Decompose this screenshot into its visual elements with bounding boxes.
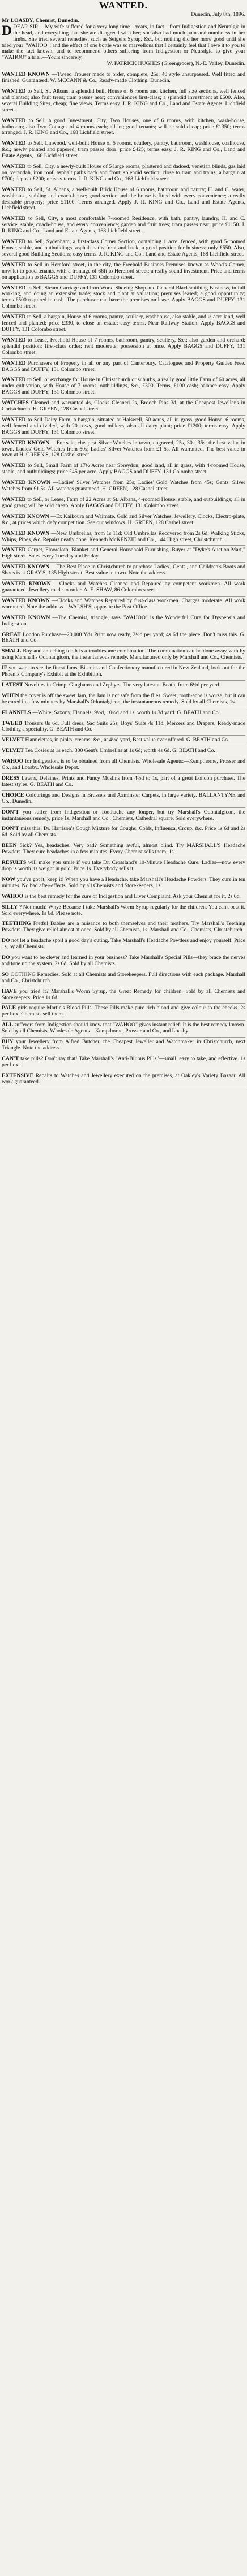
ad-lead-word: WANTED [2, 186, 26, 193]
ad-body: —The Chemist, triangle, says "WAHOO" is the Wonderful Cure for Dyspepsia and Indigestion. [2, 614, 245, 627]
ad-body: is the best remedy for the cure of Indigestion and Liver Complaint. Ask your Chemist for it. 2s 6d. [24, 893, 241, 900]
ad-body: to Sell, or exchange for House in Christchurch or suburbs, a really good little Farm of 60 acres, all under cultivation, with House of 7 rooms, outbuildings, &c., £300. Terms, £100 cash; balance easy. Apply BAGGS and DUFFY, 131 Colombo street. [2, 377, 245, 396]
letter-salutation: Mr LOASBY, Chemist, Dunedin. [2, 17, 79, 24]
ad-body: —New Umbrellas, from 1s 11d; Old Umbrellas Recovered from 2s 6d; Walking Sticks, Whips, Pipes, &c. Repairs neatly done. Kenneth McKENZIE and Co., 144 High street, Christchurch. [2, 530, 246, 543]
ad-lead-word: RESULTS [2, 859, 27, 866]
ad-lead-word: WANTED [2, 239, 26, 245]
ad-lead-word: LATEST [2, 681, 23, 688]
ad-body: miss this! Dr. Harrison's Cough Mixture for Coughs, Colds, Influenza, Croup, &c. Price 1s 6d and 2s 6d. Sold by all Chemists. [2, 825, 245, 839]
classified-ad [2, 759, 245, 774]
classified-ad [2, 581, 245, 597]
ad-body: you suffer from Indigestion or Toothache any longer, but try Marshall's Odontalgicon, the instantaneous remedy, price 1s. Marshall and Co., Chemists, Cathedral square. Sold everywhere. [2, 809, 245, 822]
ad-lead-word: WANTED [2, 261, 26, 268]
classified-ad [2, 72, 245, 87]
ad-lead-word: WANTED [2, 140, 26, 147]
ad-lead-word: WANTED [2, 88, 26, 94]
ad-body: to Lease, Freehold House of 7 rooms, bathroom, pantry, scullery, &c.; also garden and orchard; splendid position; first-class order; rent moderate; possession at once. Apply BAGGS and DUFFY, 131 Colombo street. [2, 336, 245, 356]
ad-body: Flannelettes, in pinks, creams, &c., at 4½d yard, Best value ever offered. G. BEATH and Co. [25, 737, 229, 744]
classified-ad [2, 564, 245, 580]
classified-ad [2, 710, 245, 719]
ad-body: to Sell, a bargain, House of 6 rooms, pantry, scullery, washhouse, also stable, and ½ acre land, well fenced and planted; price £330, to close an estate; easy terms. Near Railway Station. Apply BAGGS and DUFFY, 131 Colombo street. [2, 314, 245, 332]
ad-lead-word: WANTED KNOWN [2, 597, 50, 604]
ad-lead-word: WANTED [2, 314, 26, 321]
classified-ad [2, 118, 245, 140]
classified-ad [2, 682, 245, 691]
classified-ad [2, 793, 245, 808]
wahoo-testimonial-letter [2, 12, 245, 70]
classified-ad [2, 361, 245, 376]
ad-lead-word: WANTED KNOWN [2, 513, 49, 520]
ad-body: you want to be clever and learned in your business? Take Marshall's Special Pills—they brace the nerves and tone up the system. 2s 6d. Sold by all Chemists. [2, 954, 246, 967]
ad-lead-word: VELVET [2, 747, 24, 754]
ad-body: Fretful Babies are a nuisance to both themselves and their mothers. Try Marshall's Teething Powders. They give relief almost at once. Sold by all Chemists, 1s. Marshall and Co., Chemists, Christchurch. [2, 920, 246, 933]
letter-signature: W. PATRICK HUGHES (Greengrocer), N.-E. Valley, Dunedin. [107, 60, 245, 67]
ad-lead-word: FLANNELS [2, 709, 31, 716]
classified-ad [2, 955, 245, 970]
ad-body: girls require Martin's Blood Pills. These Pills make pure rich blood and give colour to the cheeks. 2s per box. Chemists sell them. [2, 1005, 245, 1018]
ad-body: —Ex Kaikoura and Waimate, Gold and Silver Watches, Jewellery, Clocks, Electro-plate, &c., at prices which defy competition. See our windows. H. GREEN, 128 Cashel street. [2, 513, 245, 526]
classified-ad [2, 1005, 245, 1021]
ad-lead-word: CAN'T [2, 1055, 19, 1062]
section-heading: WANTED. [99, 0, 148, 11]
ad-body: to Sell, St. Albans, a splendid built House of 6 rooms and kitchen, full size sections, well fenced and planted; also fruit trees; tram passes near; conveniences first-class; a splendid investment at £600. Also, several Building Sites, cheap; fine views. Terms easy. J. R. KING and Co., Land and Estate Agents, Lichfield street. [2, 88, 246, 113]
ad-lead-word: WHEN [2, 692, 19, 699]
classified-ad [2, 1056, 245, 1071]
ad-lead-word: WANTED [2, 336, 26, 343]
ad-body: sufferers from Indigestion should know that "WAHOO" gives instant relief. It is the best remedy known. Sold by all Chemists. Wholesale Agents—Kempthorne, Prosser and Co., and Loasby. [2, 1022, 246, 1035]
classified-ad [2, 440, 245, 462]
ad-body: Novelties in Crimp, Ginghams and Zephyrs. The very latest at Beath, from 6½d per yard. [24, 681, 221, 688]
classified-ad [2, 826, 245, 841]
classified-ad [2, 338, 245, 359]
ad-lead-word: WANTED [2, 547, 26, 554]
classified-ad [2, 905, 245, 920]
classified-ad [2, 843, 245, 858]
ad-lead-word: HAVE [2, 988, 17, 995]
classified-ad [2, 860, 245, 875]
classified-ad [2, 239, 245, 261]
ad-lead-word: WANTED [2, 215, 26, 222]
ad-lead-word: DO [2, 954, 10, 961]
classified-ad [2, 497, 245, 512]
classified-ad [2, 721, 245, 736]
ad-body: to Sell in Hereford street, in the city, the Freehold Business Premises known as Wood's Corner, now let to good tenants, with a frontage of 66ft to Hereford street; a really sound investment. Price and terms on application to BAGGS and DUFFY, 131 Colombo street. [2, 261, 245, 280]
ad-lead-word: WANTED [2, 416, 26, 423]
ad-body: to Sell, City, a most comfortable 7-roomed Residence, with bath, pantry, laundry, H. and C. service, stable, coach-house, and every convenience; garden and fruit trees; tram passes near; price £1150. J. R. KING and Co., Land and Estate Agents, 168 Lichfield street. [2, 215, 245, 235]
classified-ad [2, 665, 245, 681]
ad-body: Sick? Yes, headaches. Very bad? Something awful, almost blind. Try MARSHALL'S Headache Powders. They cure headaches in a few minutes. Every Chemist sells them. 1s. [2, 842, 246, 855]
letter-dateline: Dunedin, July 8th, 1896. [191, 11, 245, 18]
classified-ad [2, 737, 245, 746]
classified-ad [2, 649, 245, 664]
ad-lead-word: WANTED KNOWN [2, 479, 50, 486]
ad-lead-word: IF [2, 665, 7, 672]
ad-lead-word: BUY [2, 1039, 14, 1045]
ad-body: —White, Saxony, Flannels, 9½d, 10½d and 1s, worth 1s 3d yard. G. BEATH and Co. [32, 709, 220, 716]
ad-lead-word: WANTED KNOWN [2, 581, 51, 587]
ad-body: Carpet, Floorcloth, Blanket and General Household Furnishing. Buyer at "Dyke's Auction Mart," High street. Sales every Tuesday and Friday. [2, 547, 246, 560]
ad-body: to Sell, or Lease, Farm of 22 Acres at St. Albans, 4-roomed House, stable, and outbuildings; all in good grass; will be sold cheap. Apply BAGGS and DUFFY, 131 Colombo street. [2, 496, 246, 509]
ad-lead-word: TWEED [2, 720, 23, 727]
ad-body: to Sell, Sydenham, a first-class Corner Section, containing 1 acre, fenced, with good 5-roomed House, stable, and outbuildings; asphalt paths front and back; a good position for business; only £550. Also, several good Building Sections; easy terms. J. R. KING and Co., Land and Estate Agents, 168 Lichfield street. [2, 239, 246, 257]
ad-body: you want to see the finest Jams, Biscuits and Confectionery manufactured in New Zealand, look out for the Phoenix Company's Exhibit at the Exhibition. [2, 665, 245, 678]
ad-body: to Sell, Linwood, well-built House of 5 rooms, scullery, pantry, bathroom, washhouse, coalhouse, &c.; newly painted and papered; tram passes door; price £425; terms easy. J. R. KING and Co., Land and Estate Agents, 168 Lichfield street. [2, 140, 246, 159]
ad-lead-word: CHOICE [2, 792, 24, 798]
ad-body: Trousers 8s 6d, Full dress, Sac Suits 25s, Boys' Suits 4s 11d. Mercers and Drapers. Ready-made Clothing a speciality. G. BEATH and Co. [2, 720, 246, 733]
ad-body: —The Best Place in Christchurch to purchase Ladies', Gents', and Children's Boots and Shoes is at GRAY'S, 135 High street. Best value in town. Note the address. [2, 564, 246, 577]
ad-body: Boy and an aching tooth is a troublesome combination. The combination can be done away with by using Marshall's Odontalgicon, the instantaneous remedy. Manufactured only by Marshall and Co., Chemists. [2, 648, 246, 661]
ad-lead-word: TEETHING [2, 920, 31, 927]
classified-ad [2, 1022, 245, 1038]
ad-lead-word: WANTED [2, 117, 26, 124]
classified-ad [2, 216, 245, 237]
classified-ad [2, 514, 245, 529]
ad-body: to Sell, a good Investment, City, Two Houses, one of 6 rooms, with kitchen, wash-house, bathroom; also Two Cottages of 4 rooms each; all let; good tenants; will be sold cheap; price £1350; terms arranged. J. R. KING and Co., 168 Lichfield street. [2, 117, 245, 136]
drop-cap: D [2, 23, 12, 38]
ad-body: —Clocks and Watches Repaired by first-class workmen. Charges moderate. All work warranted. Note the address—WALSH'S, opposite the Post Office. [2, 597, 246, 610]
classified-ad [2, 748, 245, 757]
ad-lead-word: VELVET [2, 737, 24, 744]
ad-body: Cleaned and warranted 4s, Clocks Cleaned 2s, Brooch Pins 3d, at the Cheapest Jeweller's in Christchurch. H. GREEN, 128 Cashel street. [2, 400, 245, 413]
classified-ad [2, 377, 245, 399]
classified-ad [2, 531, 245, 546]
classified-ad [2, 810, 245, 825]
ad-body: to Sell, St. Albans, a well-built Brick House of 6 rooms, bathroom and pantry; H. and C. water, washhouse, stabling and coach-house; good section and the house is fitted with every convenience; a really desirable property; price £1100. Terms arranged. Apply J. R. KING and Co., Land and Estate Agents, Lichfield street. [2, 186, 246, 211]
ad-body: not let a headache spoil a good day's outing. Take Marshall's Headache Powders and enjoy yourself. Price 1s, by all Chemists. [2, 937, 245, 950]
ad-lead-word: SMALL [2, 648, 22, 655]
ad-lead-word: ALL [2, 1022, 13, 1028]
ad-body: ? Not much! Why? Because I take Marshall's Worm Syrup regularly for the children. You can't beat it. Sold everywhere. 1s 6d. Please note. [2, 904, 246, 917]
ad-lead-word: GREAT [2, 631, 21, 638]
classified-ad [2, 400, 245, 416]
ad-lead-word: SILLY [2, 904, 18, 910]
classified-ad [2, 463, 245, 478]
classified-ad [2, 972, 245, 987]
ad-lead-word: WAHOO [2, 758, 24, 765]
classified-ads-list [2, 72, 245, 1088]
classified-ad [2, 894, 245, 903]
classified-ad [2, 921, 245, 936]
ad-lead-word: DRESS [2, 775, 20, 781]
classified-ad [2, 547, 245, 563]
ad-lead-word: WANTED [2, 163, 26, 170]
ad-lead-word: WAHOO [2, 893, 24, 900]
ad-lead-word: WANTED [2, 463, 26, 469]
ad-lead-word: DON'T [2, 825, 19, 832]
ad-body: —Clocks and Watches Cleaned and Repaired by competent workmen. All work guaranteed. Jewellery made to order. A. E. SHAW, 86 Colombo street. [2, 581, 246, 593]
ad-body: to Sell Dairy Farm, a bargain, situated at Halswell, 50 acres, all in grass, good House, 6 rooms, well fenced and divided, with 20 cows, good milkers, also all dairy plant; price £1200; terms easy. Apply BAGGS and DUFFY, 131 Colombo street. [2, 416, 246, 435]
ad-lead-word: WANTED KNOWN [2, 71, 50, 78]
ad-body: —Tweed Trouser made to order, complete, 25s; 40 style unsurpassed. Well fitted and finished. Guaranteed. W. MCCANN & Co., Ready-made Clothing, Dunedin. [2, 71, 246, 84]
ad-body: to Sell, Small Farm of 17½ Acres near Spreydon; good land, all in grass, with 4-roomed House, stable, and outbuildings; price £45 per acre. Apply BAGGS and DUFFY, 131 Colombo street. [2, 463, 245, 476]
classified-ad [2, 632, 245, 647]
classified-ad [2, 598, 245, 613]
classified-ad [2, 141, 245, 162]
ad-lead-word: WATCHES [2, 400, 29, 407]
classified-ad [2, 1039, 245, 1054]
classified-ad [2, 989, 245, 1004]
ad-body: Lawns, Delaines, Prints and Fancy Muslins from 4½d to 1s, part of a great London purchase. The latest styles. G. BEATH and Co. [2, 775, 246, 788]
classified-ad [2, 480, 245, 495]
classified-ad [2, 164, 245, 185]
ad-lead-word: DON'T [2, 809, 19, 815]
ad-lead-word: WANTED [2, 496, 26, 503]
ad-body: Colourings and Designs in Brussels and Axminster Carpets, in large variety. BALLANTYNE and Co., Dunedin. [2, 792, 245, 805]
classified-ad [2, 314, 245, 336]
classified-ad [2, 1073, 245, 1088]
classified-ad [2, 187, 245, 215]
ad-lead-word: WANTED [2, 377, 26, 383]
ad-body: Purchasers of Property in all or any part of Canterbury. Catalogues and Property Guides Free. BAGGS and DUFFY, 131 Colombo street. [2, 360, 245, 373]
ad-body: London Purchase—20,000 Yds Print now ready, 2½d per yard; 4s 6d the piece. Don't miss this. G. BEATH and Co. [2, 631, 245, 644]
ad-lead-word: BEEN [2, 842, 17, 849]
classified-ad [2, 89, 245, 116]
classified-ad [2, 262, 245, 284]
ad-body: Repairs to Watches and Jewellery executed on the premises, at Oakley's Variety Bazaar. All work guaranteed. [2, 1072, 246, 1085]
ad-lead-word: NOW [2, 876, 16, 883]
ad-lead-word: WANTED KNOWN [2, 614, 50, 621]
classified-ad [2, 286, 245, 313]
ad-lead-word: WANTED KNOWN [2, 530, 50, 537]
ad-lead-word: WANTED KNOWN [2, 564, 50, 570]
ad-body: to Sell, Steam Carriage and Iron Work, Shoeing Shop and General Blacksmithing Business, in full working, and doing an extensive trade; stock and plant at valuation; premises leased; a good opportunity; terms £500 required in cash. The purchaser can have the premises on lease. Apply BAGGS and DUFFY, 131 Colombo street. [2, 284, 245, 310]
classified-ad [2, 615, 245, 630]
ad-lead-word: WANTED KNOWN [2, 439, 50, 446]
classified-ad [2, 938, 245, 953]
ad-body: you tried it? Marshall's Worm Syrup, the Great Remedy for children. Sold by all Chemists and Storekeepers. Price 1s 6d. [2, 988, 245, 1001]
classified-ad [2, 417, 245, 439]
ad-body: the cover is off the sweet Jam, the Jam is not safe from the flies. Sweet, tooth-ache is worse, but it can be cured in a few minutes by Marshall's Odontalgicon, the instantaneous remedy. Sold by all Chemists, 1s. [2, 692, 245, 705]
ad-body: you've got it, keep it! When you have a Headache, take Marshall's Headache Powders. They cure in ten minutes. No bad after-effects. Sold by all Chemists and Storekeepers, 1s. [2, 876, 246, 889]
ad-body: to Sell, City, a newly-built House of 5 large rooms, plastered and dadoed, venetian blinds, gas laid on, verandah, iron roof, asphalt paths back and front; splendid section; close to tram and trains; a bargain at £700; deposit £200; or easy terms. J. R. KING and Co., 168 Lichfield street. [2, 163, 245, 182]
ad-lead-word: PALE [2, 1005, 16, 1012]
ad-body: for Indigestion, is to be obtained from all Chemists. Wholesale Agents:—Kempthorne, Prosser and Co., and Loasby. Wholesale Depot. [2, 758, 246, 771]
ad-body: Tea Cosies at 1s each. 300 Gent's Umbrellas at 1s 6d; worth 4s 6d. G. BEATH and Co. [25, 747, 215, 754]
classified-ad [2, 776, 245, 791]
ad-body: —For sale, cheapest Silver Watches in town, engraved, 25s, 30s, 35s; the best value in town. Ladies' Gold Watches from 50s; Ladies' Silver Watches from £1 5s. All warranted. The best value in town at H. GREEN'S, 128 Cashel street. [2, 439, 245, 459]
ad-lead-word: SO [2, 971, 9, 978]
ad-body: will make you smile if you take Dr. Crossland's 10-Minute Headache Cure. Ladies—now every drop is worth its weight in gold. Price 1s. Everybody sells it. [2, 859, 246, 872]
ad-body: take pills? Don't say that! Take Marshall's "Anti-Bilious Pills"—small, easy to take, and effective. 1s per box. [2, 1055, 245, 1068]
letter-body: DEAR SIR,—My wife suffered for a very long time—years, in fact—from Indigestion and Neuralgia in the head, and everything that she ate disagreed with her; she also had much pain and numbness in her limbs. She tried several remedies, such as Seigel's Syrup, &c., but nothing did her more good until she tried your "WAHOO"; and the effect of one bottle was so marvellous that I certainly feel that I owe it to you to make the fact known, and to recommend others suffering from Indigestion or Neuralgia to give your "WAHOO" a trial.—Yours sincerely, [2, 23, 245, 61]
ad-body: OOTHING Remedies. Sold at all Chemists and Storekeepers. Full directions with each package. Marshall and Co., Christchurch. [2, 971, 246, 984]
ad-lead-word: WANTED [2, 284, 26, 291]
ad-lead-word: WANTED [2, 360, 26, 366]
classified-ad [2, 877, 245, 892]
ad-lead-word: EXTENSIVE [2, 1072, 33, 1079]
classified-ad [2, 693, 245, 708]
ad-body: —Ladies' Silver Watches from 25s; Ladies' Gold Watches from 45s; Gents' Silver Watches from £1 5s. All watches guaranteed. H. GREEN, 128 Cashel street. [2, 479, 246, 492]
ad-body: your Jewellery from Alfred Butcher, the Cheapest Jeweller and Watchmaker in Christchurch, next Triangle. Note the address. [2, 1039, 246, 1051]
ad-lead-word: DO [2, 937, 10, 944]
